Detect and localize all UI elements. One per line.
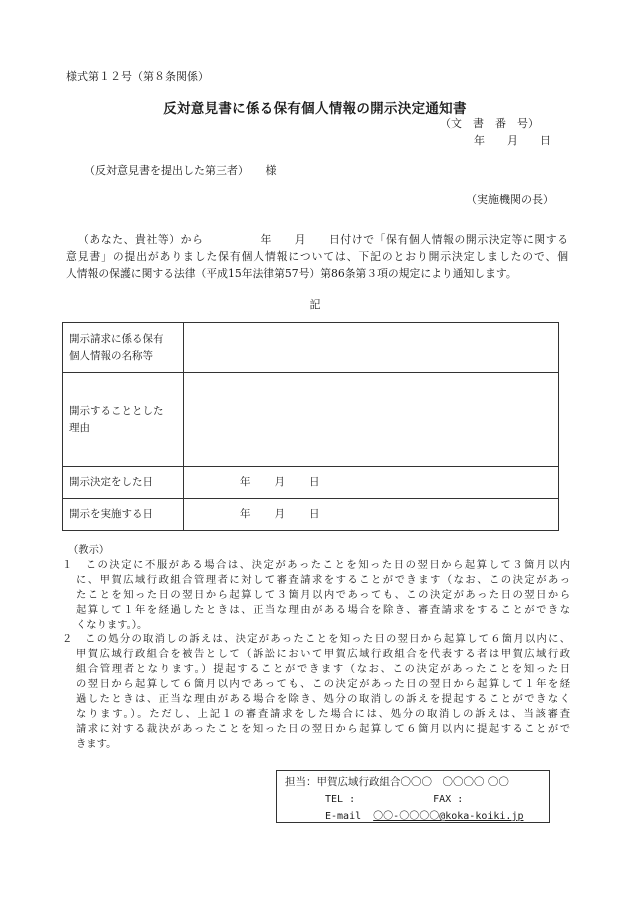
note-line: に、甲賀広域行政組合管理者に対して審査請求をすることができます（なお、この決定があっ: [76, 573, 570, 586]
contact-email-row: [285, 808, 549, 825]
note-line: なります。）。ただし、上記１の審査請求をした場合には、処分の取消しの訴えは、当該審査: [76, 707, 570, 720]
month-label: 月: [274, 476, 285, 488]
note-line: 組合管理者となります。）提起することができます（なお、この決定があったことを知った日: [76, 663, 570, 676]
table-row: [63, 373, 559, 467]
table-label: [63, 373, 184, 467]
note-line: くなります。）。: [76, 618, 148, 631]
addressee: （反対意見書を提出した第三者） 様: [84, 164, 277, 177]
body-line: （あなた、貴社等）から 年 月 日付けで「保有個人情報の開示決定等に関する: [78, 233, 568, 246]
form-number: 様式第１２号（第８条関係）: [66, 70, 209, 83]
instruction-notes: [62, 543, 570, 752]
table-value: [184, 373, 559, 467]
disclosure-table: [62, 322, 559, 531]
note-line: の翌日から起算して６箇月以内であっても、この決定があった日の翌日から起算して１年を経: [76, 678, 570, 691]
note-item-1: [62, 558, 570, 633]
issuer: （実施機関の長）: [466, 193, 554, 206]
table-row: [63, 323, 559, 373]
note-line: ２ この処分の取消しの訴えは、決定があったことを知った日の翌日から起算して６箇月以内に、: [62, 633, 570, 646]
note-line: たことを知った日の翌日から起算して３箇月以内であっても、この決定があった日の翌日から: [76, 588, 570, 601]
tel-label: TEL :: [325, 794, 356, 805]
table-label: 開示を実施する日: [63, 499, 184, 531]
note-line: きます。: [76, 737, 117, 750]
implementation-date: [184, 499, 559, 531]
email-link[interactable]: 〇〇-〇〇〇〇@koka-koiki.jp: [373, 811, 524, 822]
contact-person: 担当：甲賀広域行政組合〇〇〇 〇〇〇〇 〇〇: [285, 776, 509, 788]
ki-heading: 記: [309, 298, 321, 311]
year-label: 年: [240, 476, 251, 488]
notes-heading: （教示）: [68, 544, 110, 556]
day-label: 日: [309, 508, 320, 520]
email-label: E-mail: [325, 811, 362, 822]
label-line: 個人情報の名称等: [69, 349, 153, 362]
table-label: [63, 323, 184, 373]
label-line: 開示することとした: [69, 404, 164, 417]
table-row: [63, 499, 559, 531]
contact-box: [276, 770, 550, 823]
table-row: [63, 467, 559, 499]
note-line: 起算して１年を経過したときは、正当な理由がある場合を除き、審査請求をすることができな: [76, 603, 570, 616]
note-line: 請求に対する裁決があったことを知った日の翌日から起算して６箇月以内に提起することがで: [76, 722, 570, 735]
fax-label: FAX :: [433, 794, 464, 805]
note-line: １ この決定に不服がある場合は、決定があったことを知った日の翌日から起算して３箇月以内: [62, 558, 570, 571]
note-line: 甲賀広域行政組合を被告として（訴訟において甲賀広域行政組合を代表する者は甲賀広域行政: [76, 648, 570, 661]
label-line: 理由: [69, 421, 90, 434]
document-title: 反対意見書に係る保有個人情報の開示決定通知書: [163, 101, 467, 117]
note-line: 過したときは、正当な理由がある場合を除き、処分の取消しの訴えを提起することができなく: [76, 693, 570, 706]
month-label: 月: [274, 508, 285, 520]
document-number: （文 書 番 号）: [440, 117, 539, 130]
body-paragraph: [66, 231, 568, 282]
body-line: 意見書」の提出がありました保有個人情報については、下記のとおり開示決定しましたので、個: [66, 250, 568, 263]
year-label: 年: [240, 508, 251, 520]
day-label: 日: [309, 476, 320, 488]
contact-phone-row: [285, 791, 549, 808]
document-date: 年 月 日: [474, 134, 551, 147]
table-label: 開示決定をした日: [63, 467, 184, 499]
decision-date: [184, 467, 559, 499]
label-line: 開示請求に係る保有: [69, 332, 164, 345]
body-line: 人情報の保護に関する法律（平成15年法律第57号）第86条第３項の規定により通知します。: [66, 267, 517, 280]
table-value: [184, 323, 559, 373]
note-item-2: [62, 632, 570, 751]
